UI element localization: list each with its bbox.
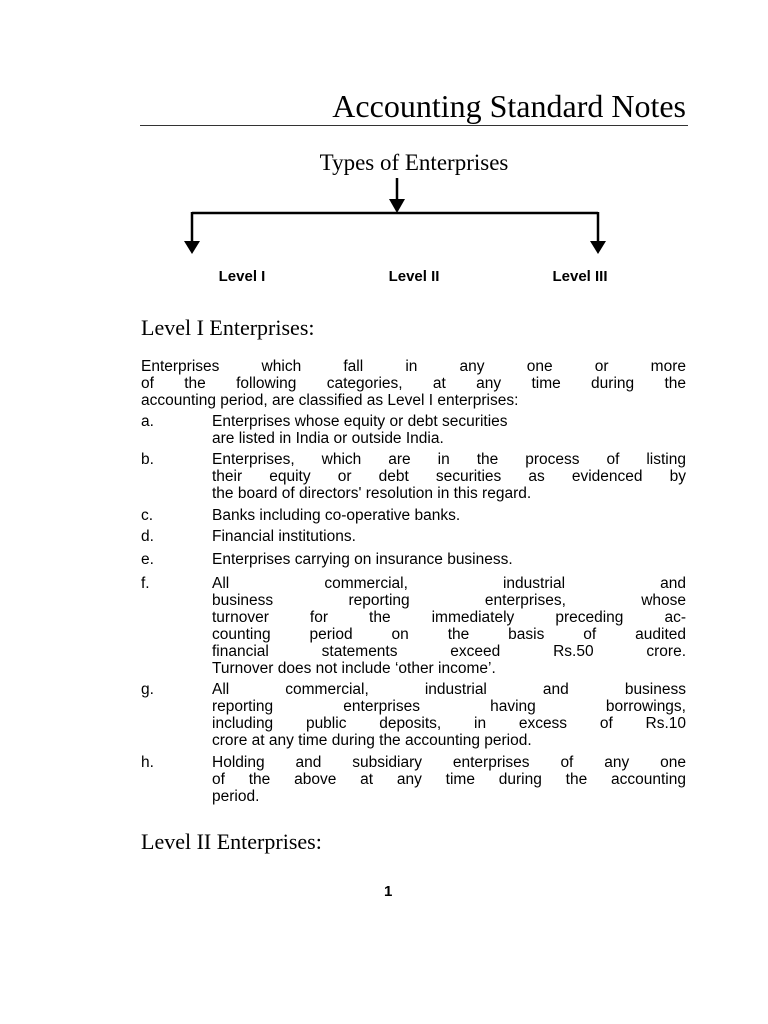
list-item-line: are listed in India or outside India. xyxy=(212,430,444,447)
page-number: 1 xyxy=(384,883,393,900)
level-2-section-heading: Level II Enterprises: xyxy=(141,829,322,854)
list-item-letter: d. xyxy=(141,528,154,545)
list-item-text xyxy=(212,413,686,447)
level-2-label: Level II xyxy=(388,268,440,285)
list-item-line: their equity or debt securities as evidenced by xyxy=(212,468,686,485)
list-item-letter: c. xyxy=(141,507,154,524)
list-item-letter: g. xyxy=(141,681,154,698)
list-item-line: business reporting enterprises, whose xyxy=(212,592,686,609)
list-item-line: Enterprises carrying on insurance business. xyxy=(212,551,513,568)
list-item-line: Enterprises, which are in the process of listing xyxy=(212,451,686,468)
list-item-text xyxy=(212,754,686,805)
list-item-line: All commercial, industrial and xyxy=(212,575,686,592)
list-item-line: Turnover does not include ‘other income’. xyxy=(212,660,496,677)
list-item-text xyxy=(212,528,686,545)
diagram-title: Types of Enterprises xyxy=(319,150,509,175)
list-item-line: turnover for the immediately preceding ac- xyxy=(212,609,686,626)
list-item-line: Banks including co-operative banks. xyxy=(212,507,461,524)
list-item-line: All commercial, industrial and business xyxy=(212,681,686,698)
intro-line: accounting period, are classified as Level I enterprises: xyxy=(141,392,519,409)
list-item-text xyxy=(212,551,686,568)
level-1-label: Level I xyxy=(218,268,266,285)
list-item-letter: f. xyxy=(141,575,150,592)
list-item-line: Financial institutions. xyxy=(212,528,356,545)
level-1-intro-paragraph xyxy=(141,358,686,409)
list-item-line: including public deposits, in excess of Rs.10 xyxy=(212,715,686,732)
intro-line: Enterprises which fall in any one or more xyxy=(141,358,686,375)
hierarchy-connector-lines xyxy=(0,0,768,300)
list-item-letter: e. xyxy=(141,551,154,568)
list-item-letter: a. xyxy=(141,413,154,430)
list-item-letter: b. xyxy=(141,451,154,468)
list-item-line: of the above at any time during the accounting xyxy=(212,771,686,788)
list-item-text xyxy=(212,507,686,524)
list-item-line: crore at any time during the accounting period. xyxy=(212,732,532,749)
list-item-line: counting period on the basis of audited xyxy=(212,626,686,643)
list-item-line: Holding and subsidiary enterprises of any one xyxy=(212,754,686,771)
list-item-text xyxy=(212,575,686,677)
right-arrowhead-icon xyxy=(590,241,606,254)
list-item-line: the board of directors' resolution in this regard. xyxy=(212,485,532,502)
list-item-letter: h. xyxy=(141,754,154,771)
list-item-line: Enterprises whose equity or debt securities xyxy=(212,413,508,430)
list-item-text xyxy=(212,681,686,749)
list-item-text xyxy=(212,451,686,502)
level-1-section-heading: Level I Enterprises: xyxy=(141,315,315,340)
list-item-line: period. xyxy=(212,788,260,805)
page-title: Accounting Standard Notes xyxy=(332,88,686,124)
level-3-label: Level III xyxy=(552,268,608,285)
list-item-line: reporting enterprises having borrowings, xyxy=(212,698,686,715)
left-arrowhead-icon xyxy=(184,241,200,254)
top-arrowhead-icon xyxy=(389,199,405,213)
intro-line: of the following categories, at any time during the xyxy=(141,375,686,392)
list-item-line: financial statements exceed Rs.50 crore. xyxy=(212,643,686,660)
